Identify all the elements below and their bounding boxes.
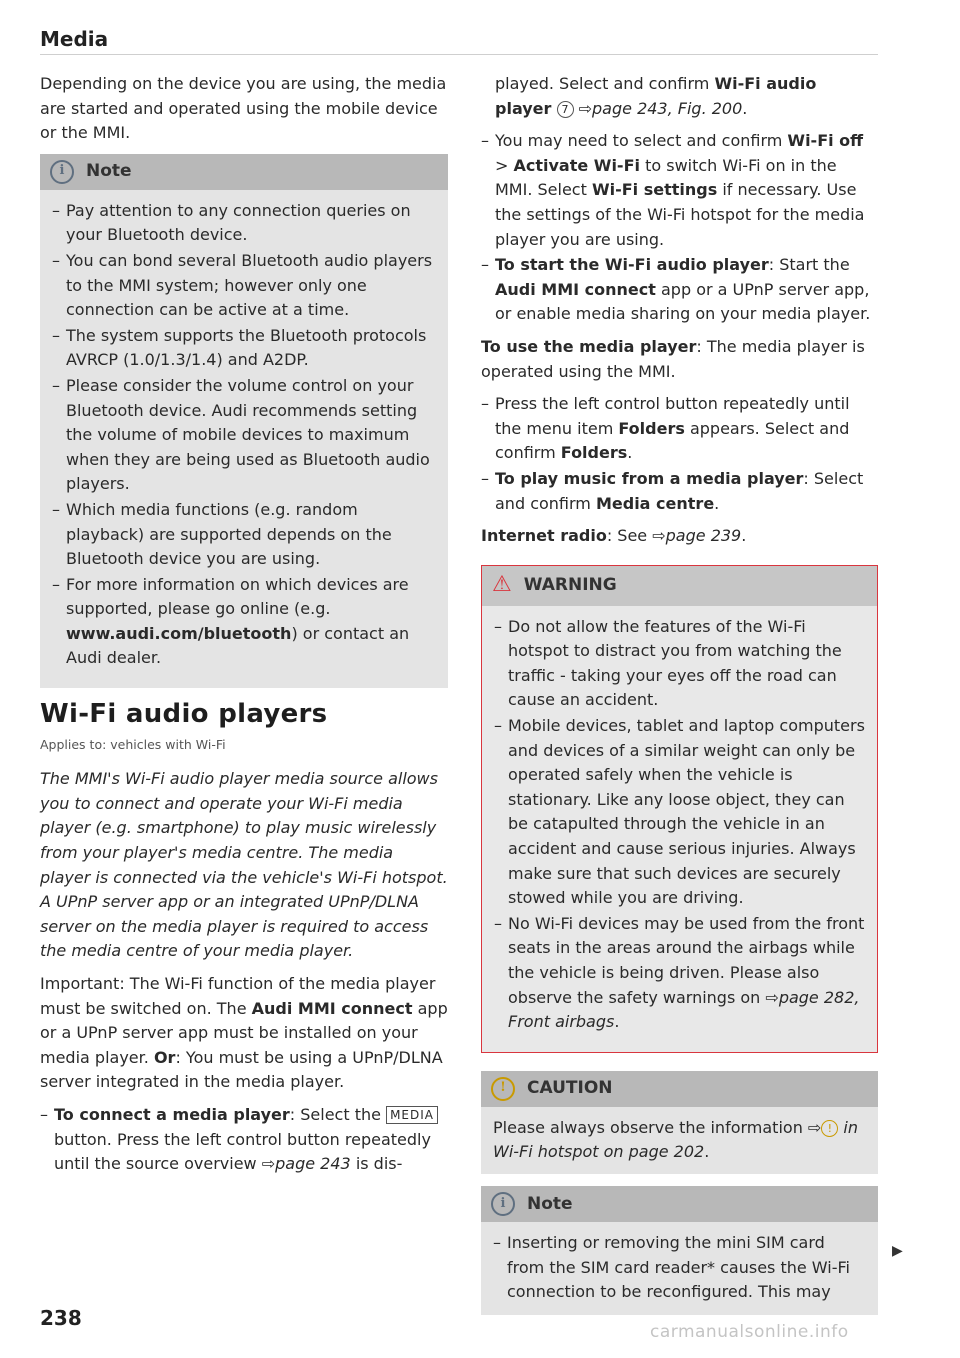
header-divider [40, 54, 878, 55]
intro-paragraph: Depending on the device you are using, the media are started and operated using the mobile device or the MMI. [40, 74, 447, 143]
page-ref-arrow: ⇨ [261, 1154, 276, 1174]
page-ref-link[interactable]: page 243, Fig. 200 [592, 98, 743, 118]
note-box-2 [481, 1186, 878, 1315]
note-item: – You can bond several Bluetooth audio players to the MMI system; however only one connection can be active at a time. [52, 249, 436, 323]
info-icon: i [491, 1192, 515, 1216]
section-description: The MMI's Wi-Fi audio player media source allows you to connect and operate your Wi-Fi media player (e.g. smartphone) to play music wirelessly from your player's media centre. The media player is connected via the vehicle's Wi-Fi hotspot. A UPnP server app or an integrated UPnP/DLNA server on the media player is required to access the media centre of your media player. [40, 769, 448, 961]
callout-number: 7 [557, 101, 574, 118]
warning-item: – Do not allow the features of the Wi-Fi hotspot to distract you from watching the traffic - taking your eyes off the road can cause an accident. [494, 615, 865, 713]
right-column [481, 72, 878, 1315]
watermark: carmanualsonline.info [650, 1322, 849, 1342]
wifi-step: – You may need to select and confirm Wi-Fi off > Activate Wi-Fi to switch Wi-Fi on in the MMI. Select Wi-Fi settings if necessary. Use the settings of the Wi-Fi hotspot for the media player you are using. [481, 129, 878, 252]
caution-title: CAUTION [527, 1078, 613, 1099]
caution-icon: ! [491, 1077, 515, 1101]
continued-paragraph: played. Select and confirm Wi-Fi audio player 7 ⇨page 243, Fig. 200. [495, 74, 817, 118]
left-column [40, 72, 448, 1185]
page-section-title: Media [40, 27, 109, 51]
media-button-label: MEDIA [386, 1106, 438, 1124]
caution-ref-icon: ! [821, 1120, 838, 1137]
note-header [481, 1186, 878, 1222]
continue-arrow-icon: ▶ [892, 1243, 903, 1259]
important-paragraph: Important: The Wi-Fi function of the media player must be switched on. The Audi MMI connect app or a UPnP server app must be installed on your media player. Or: You must be using a UPnP/DLNA server integrated in the media player. [40, 974, 448, 1092]
page-number: 238 [40, 1306, 82, 1330]
note-list [493, 1231, 866, 1305]
warning-item: – Mobile devices, tablet and laptop computers and devices of a similar weight can only be operated safely when the vehicle is stationary. Like any loose object, they can be catapulted through the vehicle in an accident and cause serious injuries. Always make sure that such devices are securely stowed while you are driving. [494, 714, 865, 911]
caution-header [481, 1071, 878, 1107]
use-steps-list [481, 392, 878, 516]
page-ref-link[interactable]: page 282, Front airbags [508, 987, 860, 1032]
use-step: – Press the left control button repeatedly until the menu item Folders appears. Select and confirm Folders. [481, 392, 878, 466]
note-list [52, 199, 436, 671]
page-ref-link[interactable]: page 243 [275, 1154, 351, 1174]
page-ref-link[interactable]: page 239 [665, 526, 742, 546]
warning-box [481, 565, 878, 1053]
note-header [40, 154, 448, 190]
warning-triangle-icon: ⚠ [492, 572, 512, 598]
wifi-step: – To start the Wi-Fi audio player: Start the Audi MMI connect app or a UPnP server app, or enable media sharing on your media player. [481, 253, 878, 327]
note-item: – Which media functions (e.g. random playback) are supported depends on the Bluetooth device you are using. [52, 498, 436, 572]
applies-to: Applies to: vehicles with Wi-Fi [40, 736, 226, 752]
warning-title: WARNING [523, 575, 617, 596]
info-icon: i [50, 160, 74, 184]
use-player-paragraph: To use the media player: The media player is operated using the MMI. [481, 336, 865, 381]
connect-step: – To connect a media player: Select the MEDIA button. Press the left control button repeatedly until the source overview ⇨page 243 is dis- [40, 1103, 448, 1177]
internet-radio-paragraph: Internet radio: See ⇨page 239. [481, 526, 747, 546]
note-box [40, 154, 448, 688]
warning-item: – No Wi-Fi devices may be used from the front seats in the areas around the airbags while the vehicle is being driven. Please also observe the safety warnings on ⇨page 282, Front airbags. [494, 912, 865, 1035]
section-heading: Wi-Fi audio players [40, 699, 328, 730]
warning-list [494, 615, 865, 1035]
note-item: – Inserting or removing the mini SIM card from the SIM card reader* causes the Wi-Fi connection to be reconfigured. This may [493, 1231, 866, 1305]
note-item: – Pay attention to any connection queries on your Bluetooth device. [52, 199, 436, 248]
note-item: – Please consider the volume control on your Bluetooth device. Audi recommends setting the volume of mobile devices to maximum when they are being used as Bluetooth audio players. [52, 374, 436, 497]
warning-header [482, 566, 877, 606]
wifi-steps-list [481, 129, 878, 327]
caution-text: Please always observe the information ⇨ ! in Wi-Fi hotspot on page 202. [493, 1117, 859, 1162]
connect-list [40, 1103, 448, 1177]
page-ref-link[interactable]: in Wi-Fi hotspot on page 202 [493, 1117, 859, 1162]
bluetooth-url-link[interactable]: www.audi.com/bluetooth [66, 623, 292, 643]
note-item: – For more information on which devices are supported, please go online (e.g. www.audi.com/bluetooth) or contact an Audi dealer. [52, 573, 436, 671]
use-step: – To play music from a media player: Select and confirm Media centre. [481, 467, 878, 516]
note-title: Note [527, 1193, 573, 1214]
note-title: Note [86, 161, 132, 182]
caution-box [481, 1071, 878, 1174]
note-item: – The system supports the Bluetooth protocols AVRCP (1.0/1.3/1.4) and A2DP. [52, 324, 436, 373]
